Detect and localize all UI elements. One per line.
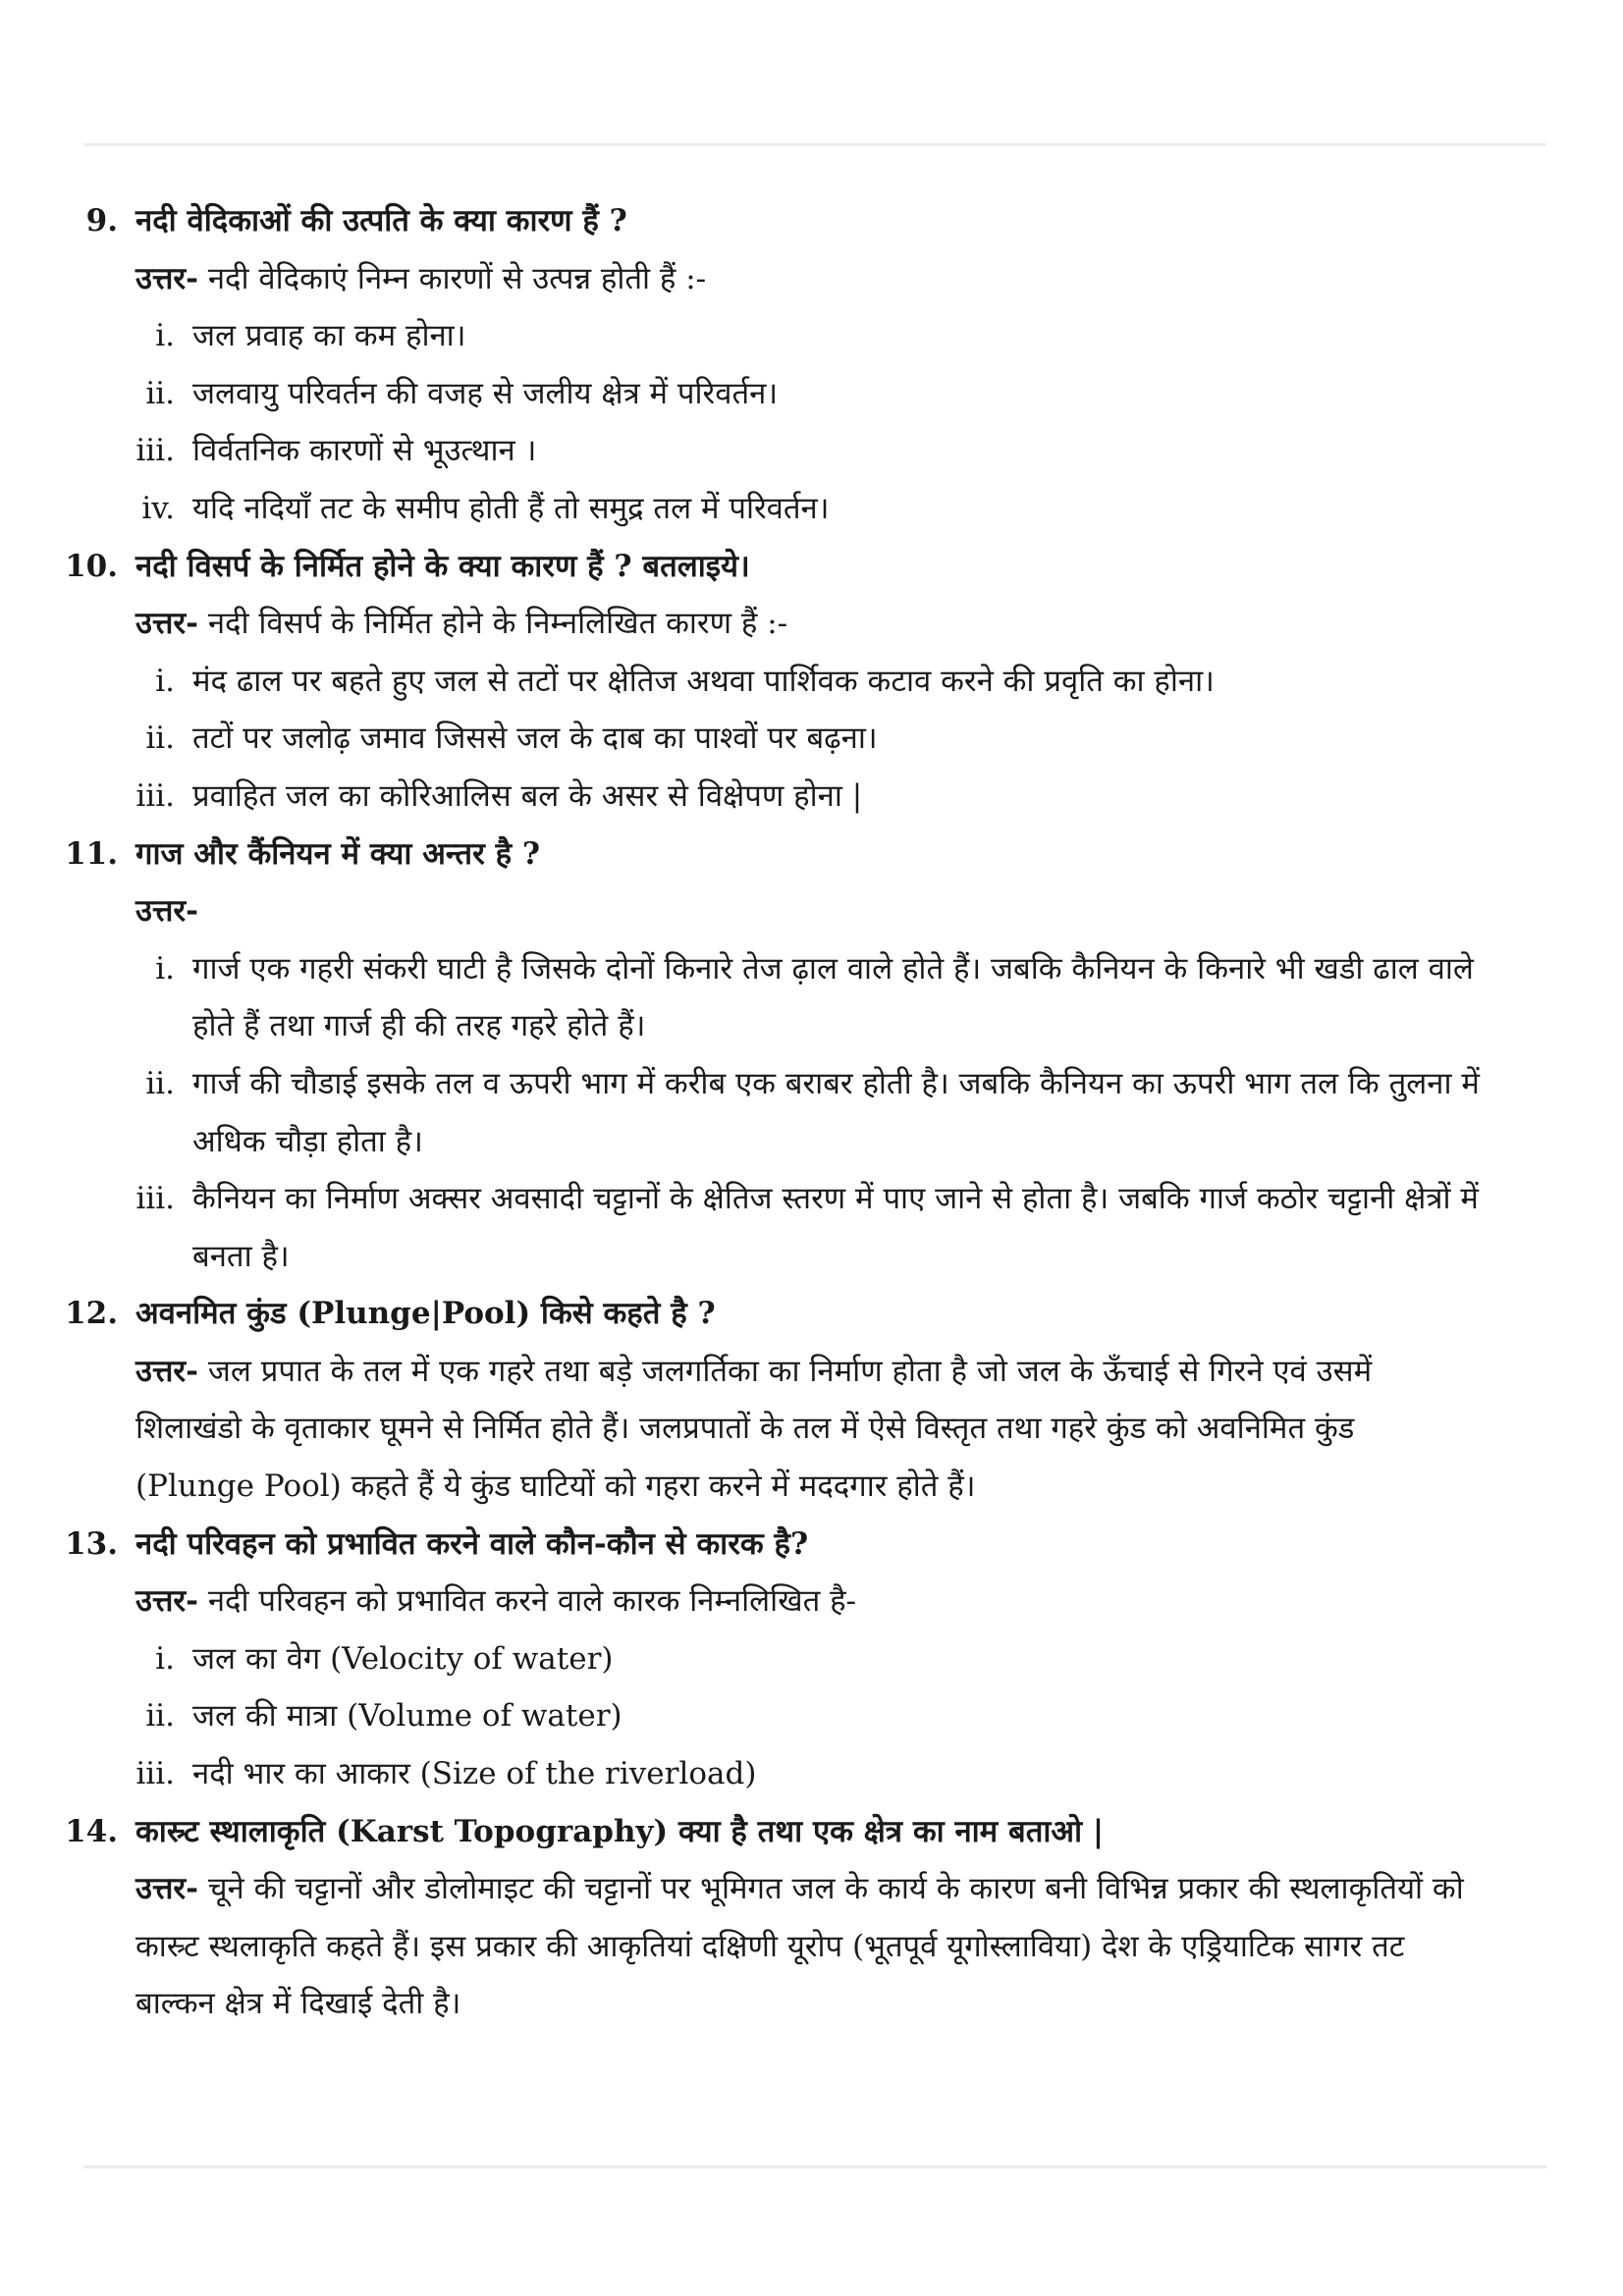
list-item	[0, 940, 1623, 998]
list-item-number: iii.	[135, 433, 175, 469]
list-item	[0, 1055, 1623, 1113]
list-item	[0, 710, 1623, 768]
answer-paragraph-line	[135, 1860, 1464, 1918]
list-item-text: नदी भार का आकार (Size of the riverload)	[192, 1756, 757, 1792]
question-block	[0, 1285, 1623, 1515]
list-item-number: i.	[155, 663, 175, 699]
answer-text: नदी विसर्प के निर्मित होने के निम्नलिखित कारण हैं :-	[197, 606, 788, 642]
answer-text: जल प्रपात के तल में एक गहरे तथा बड़े जलगर्तिका का निर्माण होता है जो जल के ऊँचाई से गिरने एवं उसमें	[197, 1353, 1373, 1389]
answer-text: नदी परिवहन को प्रभावित करने वाले कारक निम्नलिखित है-	[197, 1583, 857, 1620]
question-block	[0, 1516, 1623, 1803]
answer-line	[0, 250, 1623, 308]
list-item-text: यदि नदियाँ तट के समीप होती हैं तो समुद्र तल में परिवर्तन।	[192, 490, 830, 526]
list-item-text: बनता है।	[192, 1238, 290, 1274]
answer-paragraph-line	[135, 1458, 976, 1516]
list-item-text: अधिक चौड़ा होता है।	[192, 1123, 423, 1159]
answer-line	[0, 1918, 1623, 1976]
question-number: 14.	[65, 1813, 118, 1849]
question-line	[0, 826, 1623, 883]
list-item	[0, 1745, 1623, 1803]
answer-line	[0, 595, 1623, 653]
list-item	[0, 1170, 1623, 1228]
list-item-number: iv.	[141, 490, 175, 526]
answer-text: बाल्कन क्षेत्र में दिखाई देती है।	[135, 1986, 461, 2022]
answer-label: उत्तर-	[135, 1871, 198, 1907]
answer-paragraph-line	[135, 1343, 1372, 1401]
list-item-text: मंद ढाल पर बहते हुए जल से तटों पर क्षेतिज अथवा पार्शिवक कटाव करने की प्रवृति का होना।	[192, 663, 1215, 699]
answer-text: नदी वेदिकाएं निम्न कारणों से उत्पन्न होती हैं :-	[197, 260, 707, 296]
list-item-number: i.	[155, 950, 175, 987]
answer-line	[0, 1860, 1623, 1918]
list-item-text: जल की मात्रा (Volume of water)	[192, 1698, 622, 1735]
question-text: नदी परिवहन को प्रभावित करने वाले कौन-कौन से कारक है?	[135, 1525, 809, 1562]
question-number: 13.	[65, 1525, 118, 1562]
question-line	[0, 1516, 1623, 1574]
list-item	[0, 768, 1623, 826]
list-item	[0, 422, 1623, 480]
question-number: 10.	[65, 548, 118, 584]
list-item-number: ii.	[145, 721, 175, 757]
list-item-number: ii.	[145, 375, 175, 411]
answer-text: (Plunge Pool) कहते हैं ये कुंड घाटियों को गहरा करने में मददगार होते हैं।	[135, 1468, 976, 1505]
question-number: 12.	[65, 1296, 118, 1332]
document-body	[0, 192, 1623, 2033]
list-item-number: i.	[155, 318, 175, 354]
question-block	[0, 192, 1623, 538]
list-item-text: गार्ज की चौडाई इसके तल व ऊपरी भाग में करीब एक बराबर होती है। जबकि कैनियन का ऊपरी भाग तल कि तुलना में	[192, 1065, 1480, 1101]
list-item	[0, 653, 1623, 711]
question-block	[0, 1803, 1623, 2033]
list-item-continuation	[0, 1113, 1623, 1171]
answer-line	[0, 882, 1623, 940]
list-item-number: ii.	[145, 1698, 175, 1735]
list-item-text: विर्वतनिक कारणों से भूउत्थान ।	[192, 433, 537, 469]
question-text: नदी वेदिकाओं की उत्पति के क्या कारण हैं ?	[135, 203, 627, 239]
answer-paragraph-line	[135, 1918, 1404, 1976]
answer-label: उत्तर-	[135, 1353, 198, 1389]
list-item-number: iii.	[135, 1756, 175, 1792]
top-divider	[83, 143, 1546, 146]
question-line	[0, 1803, 1623, 1861]
answer	[135, 595, 787, 653]
question-block	[0, 538, 1623, 826]
list-item	[0, 307, 1623, 365]
answer-label: उत्तर-	[135, 1583, 198, 1620]
answer-line	[0, 1573, 1623, 1630]
question-text: कास्र्ट स्थालाकृति (Karst Topography) क्या है तथा एक क्षेत्र का नाम बताओ |	[135, 1813, 1105, 1849]
list-item-text: तटों पर जलोढ़ जमाव जिससे जल के दाब का पाश्वों पर बढ़ना।	[192, 721, 878, 757]
list-item-number: iii.	[135, 777, 175, 814]
list-item-text: जल प्रवाह का कम होना।	[192, 318, 466, 354]
list-item	[0, 1687, 1623, 1745]
list-item-text: कैनियन का निर्माण अक्सर अवसादी चट्टानों के क्षेतिज स्तरण में पाए जाने से होता है। जबकि गार्ज कठोर चट्टानी क्षेत्रों में	[192, 1181, 1479, 1217]
list-item-number: ii.	[145, 1065, 175, 1101]
answer-text: चूने की चट्टानों और डोलोमाइट की चट्टानों पर भूमिगत जल के कार्य के कारण बनी विभिन्न प्रकार की स्थलाकृतियों को	[197, 1871, 1464, 1907]
list-item-continuation	[0, 997, 1623, 1055]
answer-paragraph-line	[135, 1400, 1354, 1458]
answer-label: उत्तर-	[135, 893, 198, 930]
list-item-number: i.	[155, 1640, 175, 1677]
question-line	[0, 538, 1623, 596]
question-number: 9.	[85, 203, 118, 239]
list-item-number: iii.	[135, 1181, 175, 1217]
answer-label: उत्तर-	[135, 606, 198, 642]
list-item	[0, 1630, 1623, 1688]
answer	[135, 1573, 856, 1630]
list-item	[0, 480, 1623, 538]
answer-line	[0, 1458, 1623, 1516]
question-line	[0, 1285, 1623, 1343]
answer-line	[0, 1343, 1623, 1401]
answer-line	[0, 1975, 1623, 2033]
answer-text: कास्र्ट स्थलाकृति कहते हैं। इस प्रकार की आकृतियां दक्षिणी यूरोप (भूतपूर्व यूगोस्लाविया) देश के एड्रियाटिक सागर तट	[135, 1928, 1405, 1964]
list-item-text: होते हैं तथा गार्ज ही की तरह गहरे होते हैं।	[192, 1008, 646, 1044]
question-block	[0, 826, 1623, 1286]
question-text: गाज और कैंनियन में क्या अन्तर है ?	[135, 835, 540, 872]
answer-label: उत्तर-	[135, 260, 198, 296]
answer-text: शिलाखंडो के वृताकार घूमने से निर्मित होते हैं। जलप्रपातों के तल में ऐसे विस्तृत तथा गहरे कुंड को अवनिमित कुंड	[135, 1411, 1355, 1447]
list-item-text: जल का वेग (Velocity of water)	[192, 1640, 614, 1677]
answer-line	[0, 1400, 1623, 1458]
list-item	[0, 365, 1623, 423]
list-item-text: गार्ज एक गहरी संकरी घाटी है जिसके दोनों किनारे तेज ढ़ाल वाले होते हैं। जबकि कैनियन के किनारे भी खडी ढाल वाले	[192, 950, 1474, 987]
question-number: 11.	[65, 835, 118, 872]
question-text: नदी विसर्प के निर्मित होने के क्या कारण हैं ? बतलाइये।	[135, 548, 750, 584]
answer	[135, 250, 706, 308]
list-item-text: जलवायु परिवर्तन की वजह से जलीय क्षेत्र में परिवर्तन।	[192, 375, 779, 411]
answer	[135, 882, 198, 940]
list-item-continuation	[0, 1228, 1623, 1286]
answer-paragraph-line	[135, 1975, 460, 2033]
bottom-divider	[83, 2165, 1546, 2168]
list-item-text: प्रवाहित जल का कोरिआलिस बल के असर से विक्षेपण होना |	[192, 777, 863, 814]
question-line	[0, 192, 1623, 250]
question-text: अवनमित कुंड (Plunge|Pool) किसे कहते है ?	[135, 1296, 716, 1332]
